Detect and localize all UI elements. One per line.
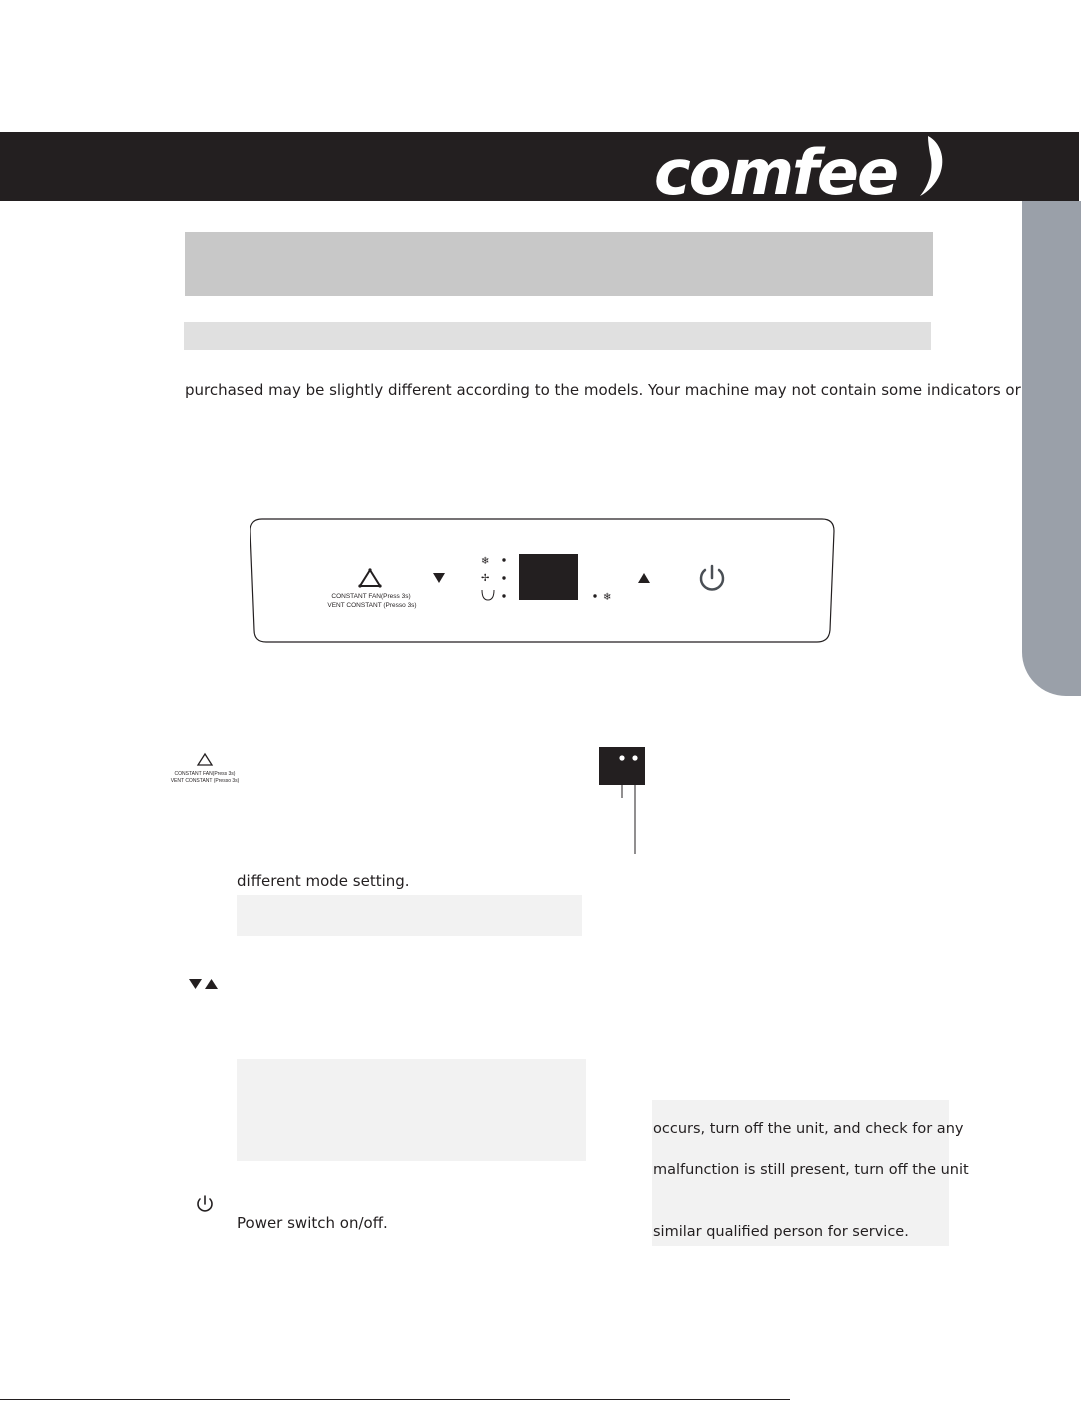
comfee-logo [640,128,960,203]
defrost-icon: ❄ [603,592,612,603]
fan-button-label-1: CONSTANT FAN(Press 3s) [331,593,411,600]
small-fan-label-2: VENT CONSTANT (Presso 3s) [170,778,240,784]
warning-line-2: malfunction is still present, turn off the unit [653,1162,969,1178]
note-box [237,895,582,936]
up-arrow-icon [638,573,650,583]
footer-rule [0,1399,790,1400]
side-tab [1022,201,1081,696]
up-down-arrows-icon [188,977,222,991]
snowflake-icon: ❄ [481,556,490,567]
mode-indicators [481,556,506,600]
fan-icon: ✢ [481,573,490,584]
down-arrow-icon [433,573,445,583]
power-small-icon [194,1193,216,1215]
fan-button-icon [358,568,381,587]
control-panel-illustration [250,518,835,643]
warning-line-1: occurs, turn off the unit, and check for any [653,1121,964,1137]
subtitle-band [184,322,931,350]
display-callout-illustration [598,746,648,856]
title-band [185,232,933,296]
power-section-text: Power switch on/off. [237,1214,388,1232]
dry-icon [482,590,494,600]
fan-button-small-icon [170,750,240,790]
power-icon [701,566,723,589]
small-fan-label-1: CONSTANT FAN(Press 3s) [174,771,236,777]
intro-text: purchased may be slightly different according to the models. Your machine may not contain some indicators or [185,381,1021,399]
logo-text: comfee [654,136,898,203]
display-screen [519,554,578,600]
note-box-2 [237,1059,586,1161]
fan-button-label-2: VENT CONSTANT (Presso 3s) [327,602,417,609]
fan-section-text: different mode setting. [237,872,410,890]
warning-line-3: similar qualified person for service. [653,1224,909,1240]
